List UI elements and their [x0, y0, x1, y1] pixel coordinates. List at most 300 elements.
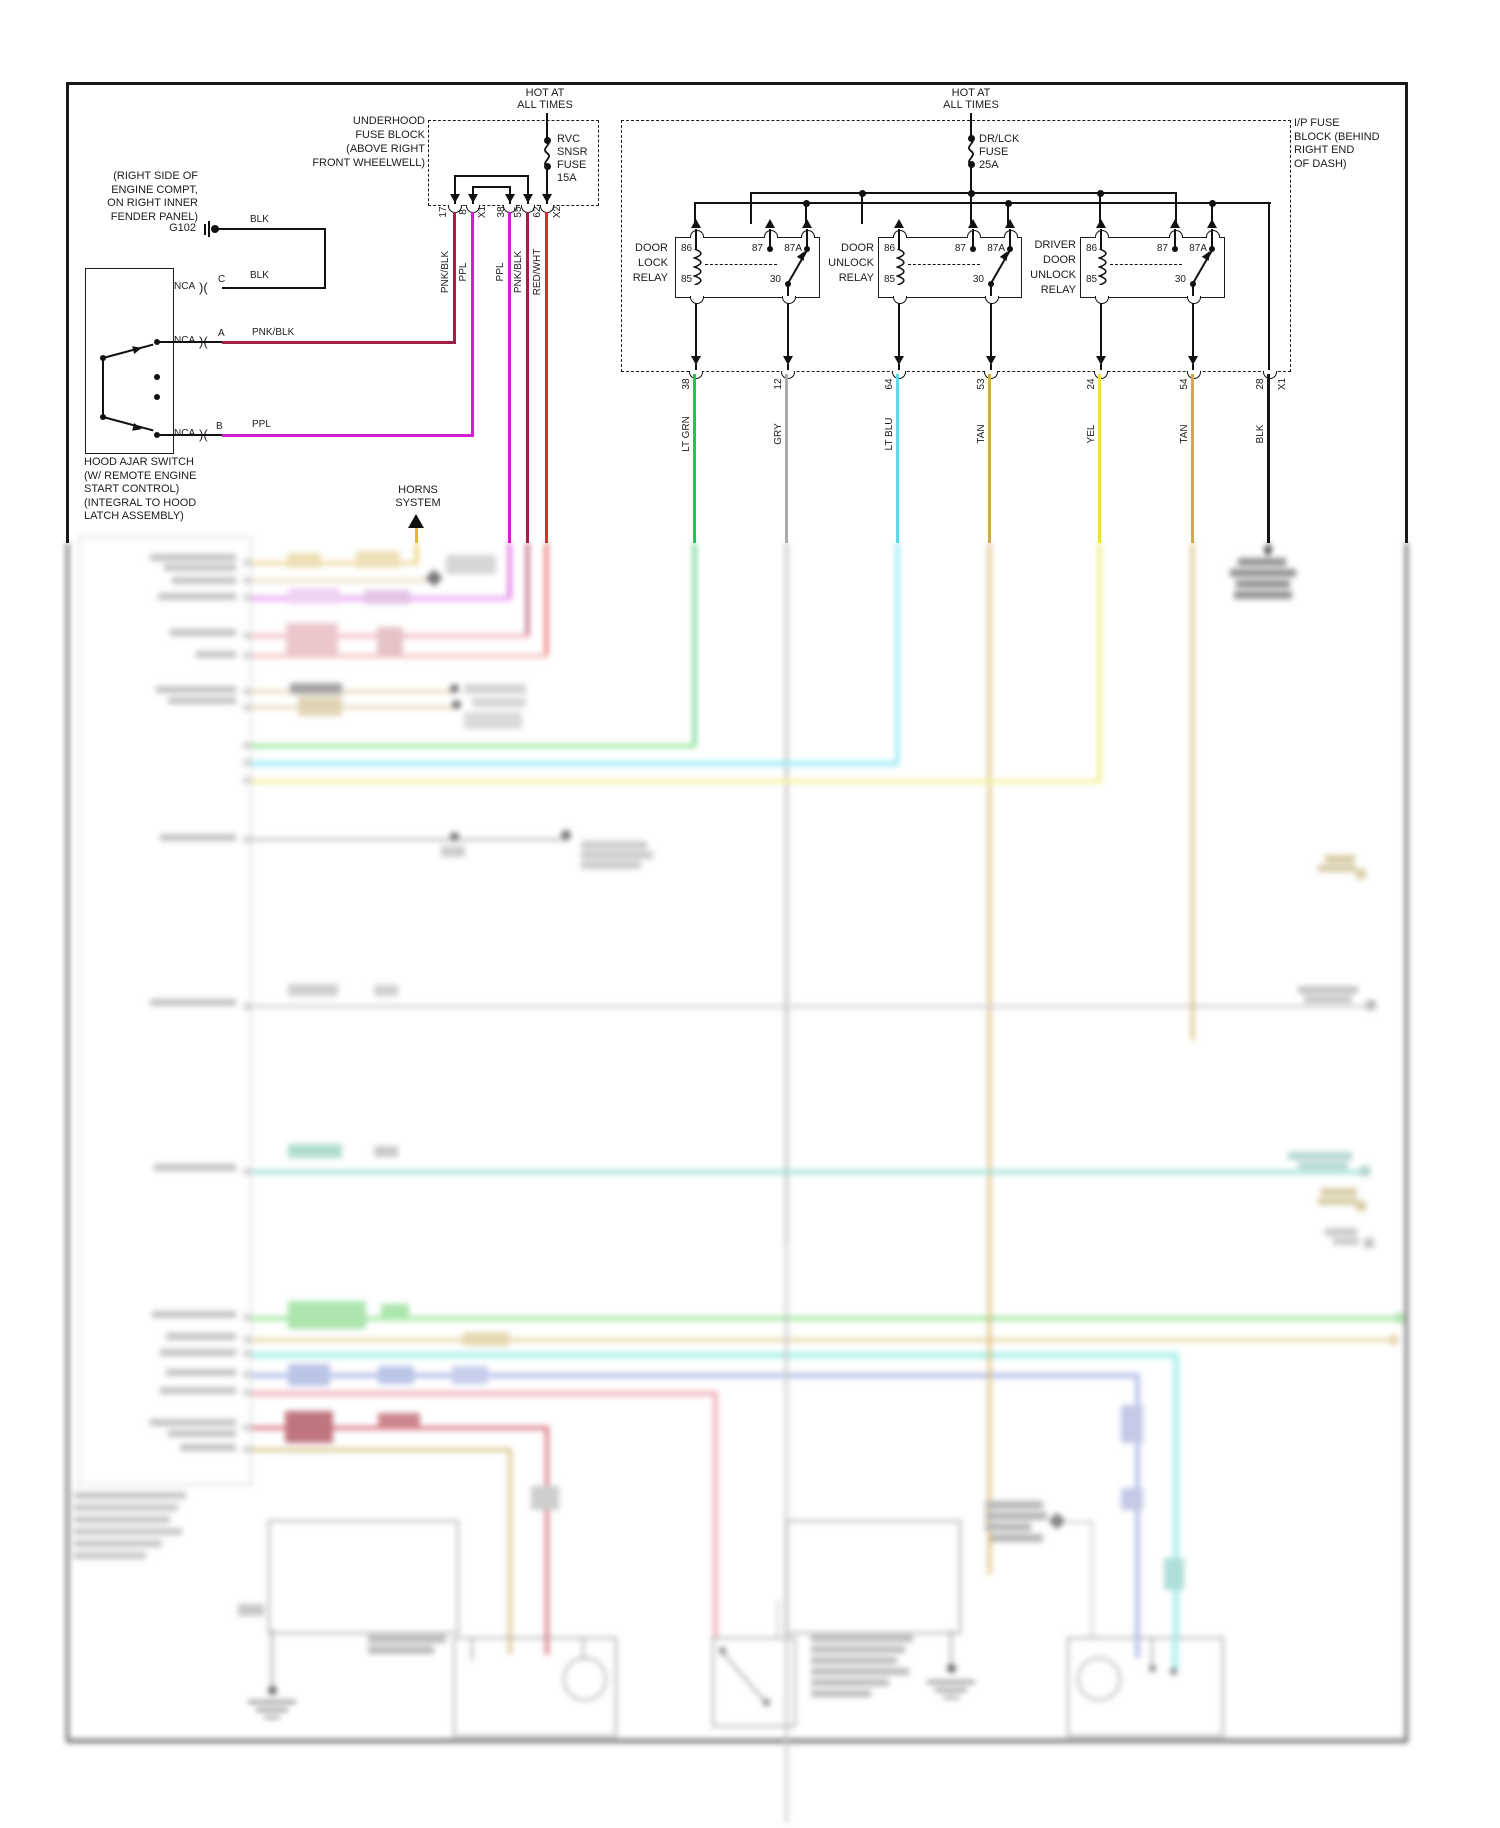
actuator-box — [453, 1637, 617, 1737]
blk-wire — [215, 228, 326, 230]
blurred-text — [1121, 1488, 1143, 1510]
blurred-wire-row — [252, 779, 1102, 784]
wire-segment — [1151, 1637, 1153, 1670]
door-unlock-relay-label: DOOR UNLOCK RELAY — [828, 242, 874, 284]
underhood-pin-label: 17 — [438, 206, 449, 218]
underhood-wire-label: RED/WHT — [532, 248, 543, 296]
blurred-text — [811, 1657, 897, 1664]
underhood-pin-label: X1 — [477, 205, 488, 219]
relay-pin-down — [898, 303, 900, 356]
relay-pin-down — [1192, 364, 1194, 370]
ground-bar — [256, 1708, 288, 1712]
drlck-fuse-label: DR/LCK FUSE 25A — [979, 133, 1020, 171]
switch-contact-dot — [154, 432, 160, 438]
row-connector-stub — [243, 1314, 252, 1321]
wire-segment — [693, 543, 696, 748]
fuse-dot — [544, 163, 551, 170]
blurred-text — [1325, 855, 1355, 863]
ground-bar — [264, 1716, 280, 1719]
blurred-text — [1236, 580, 1290, 588]
blurred-text — [150, 554, 236, 561]
blurred-text — [288, 588, 340, 604]
blurred-text — [1318, 865, 1356, 872]
blurred-text — [1121, 1405, 1143, 1443]
ip-fuse-block-label: I/P FUSE BLOCK (BEHIND RIGHT END OF DASH) — [1294, 117, 1380, 170]
blurred-text — [381, 1304, 409, 1317]
relay-pin-down — [1100, 364, 1102, 370]
wire-segment — [1135, 1638, 1140, 1658]
ip-wire-label: LT GRN — [681, 416, 692, 452]
blurred-text — [1298, 1162, 1348, 1169]
module-box — [79, 537, 252, 1485]
motor-circle-icon — [1077, 1657, 1121, 1701]
blurred-text — [290, 683, 342, 694]
blurred-text — [152, 1311, 236, 1318]
relay-pin-arrow-icon — [968, 219, 978, 228]
wire-segment — [1065, 1521, 1093, 1523]
hood-ajar-switch-box — [85, 268, 174, 454]
row-connector-stub — [243, 594, 252, 601]
underhood-wire-label: PPL — [495, 262, 506, 282]
blurred-text — [378, 1413, 420, 1428]
wire-segment — [526, 543, 529, 638]
wire-segment — [785, 1242, 788, 1823]
wire-segment — [1191, 873, 1194, 1040]
wire-segment — [545, 1638, 549, 1655]
blk-end-arrow — [1263, 548, 1273, 557]
blurred-text — [1234, 591, 1292, 599]
blurred-text — [811, 1679, 889, 1686]
row-connector-stub — [243, 1350, 252, 1357]
relay-pin-down — [787, 303, 789, 356]
relay-pin-down — [990, 364, 992, 370]
blurred-wire-row — [252, 1448, 511, 1452]
pnkblk-17-wire — [453, 212, 456, 343]
ppl-8-wire — [471, 212, 474, 437]
nca-label-c: NCA — [174, 281, 196, 292]
ppl-38-wire — [508, 212, 511, 543]
blurred-wire-row — [252, 838, 569, 841]
junction-dot — [1097, 190, 1104, 197]
blurred-text — [1396, 1313, 1404, 1323]
relay-pin-label: 87A — [987, 243, 1005, 254]
blurred-text — [1164, 1558, 1184, 1590]
rvc-snsr-fuse-label: RVC SNSR FUSE 15A — [557, 133, 588, 184]
junction-dot — [1149, 1665, 1156, 1672]
horns-arrow-icon — [408, 514, 424, 528]
relay-pin-label: 87 — [751, 243, 763, 254]
blurred-text — [374, 1146, 398, 1157]
relay-pin-connector-icon — [1095, 230, 1109, 238]
ip-wire-label: YEL — [1086, 424, 1097, 444]
tan-54-wire — [1191, 374, 1194, 543]
redwht-62-wire — [545, 212, 548, 543]
blurred-wire-row — [252, 761, 899, 766]
pnkblk-55-wire — [526, 212, 529, 543]
row-connector-stub — [243, 1371, 252, 1378]
blurred-wire-row — [252, 1352, 1178, 1358]
relay-pin-arrow-icon — [894, 219, 904, 228]
underhood-fuse-block-label: UNDERHOOD FUSE BLOCK (ABOVE RIGHT FRONT WHEELWELL) — [312, 115, 425, 169]
bus-drop — [861, 192, 863, 224]
motor-circle-icon — [563, 1657, 607, 1701]
relay-pin-connector-icon — [1004, 230, 1018, 238]
blurred-text — [364, 590, 410, 604]
g102-location-note: (RIGHT SIDE OF ENGINE COMPT, ON RIGHT INNER FENDER PANEL) — [107, 170, 198, 223]
junction-dot — [1172, 246, 1178, 252]
blurred-wire-row — [252, 1338, 1392, 1342]
relay-dash-link — [705, 264, 777, 265]
blurred-text — [1356, 869, 1366, 879]
junction-dot — [803, 200, 810, 207]
relay-pin-arrow-icon — [1096, 219, 1106, 228]
blurred-text — [1333, 1238, 1359, 1245]
blurred-wire-row — [252, 634, 530, 638]
splice-dot — [452, 700, 461, 709]
row-connector-stub — [243, 652, 252, 659]
blurred-text — [298, 696, 342, 716]
g102-label: G102 — [169, 222, 196, 234]
wire-segment — [508, 1638, 512, 1655]
switch-contact-dot — [154, 374, 160, 380]
ground-dot — [268, 1686, 277, 1695]
blurred-text — [1390, 1335, 1398, 1345]
underhood-pin-label: 62 — [532, 206, 543, 218]
wire-label-blk-2: BLK — [250, 270, 269, 281]
blurred-wire-row — [252, 690, 457, 693]
actuator-box — [712, 1637, 796, 1727]
wire-segment — [1098, 543, 1101, 783]
blk-28-wire — [1267, 374, 1270, 543]
blurred-text — [1325, 1228, 1357, 1236]
ip-pin-label: 12 — [773, 378, 784, 390]
ltgrn-38-wire — [693, 374, 696, 543]
ip-wire-label: BLK — [1255, 424, 1266, 444]
ip-wire-label: LT BLU — [884, 417, 895, 451]
pnkblk-wire-a — [222, 341, 456, 344]
blurred-text — [378, 1366, 414, 1384]
blurred-text — [1318, 1198, 1358, 1205]
ip-wire-label: GRY — [773, 423, 784, 445]
relay-pin-arrow-icon — [765, 219, 775, 228]
row-connector-stub — [243, 632, 252, 639]
lower-bus — [694, 202, 1271, 204]
relay-pin-connector-icon — [1169, 230, 1183, 238]
blurred-text — [170, 629, 236, 636]
g102-ground-bar — [204, 224, 206, 235]
wire-segment — [545, 543, 548, 658]
blurred-text — [166, 1369, 236, 1376]
ip-wire-label: TAN — [976, 424, 987, 444]
ip-pin-label: 24 — [1086, 378, 1097, 390]
frame-border-left — [66, 82, 69, 543]
switch-pin-a-stub — [158, 341, 224, 343]
relay-pin-label: 87 — [1156, 243, 1168, 254]
junction-dot — [859, 190, 866, 197]
underhood-pin-label: 38 — [496, 206, 507, 218]
switch-contact-dot — [154, 394, 160, 400]
row-connector-stub — [243, 559, 252, 566]
relay-pin-label: 30 — [972, 274, 984, 285]
row-connector-stub — [243, 777, 252, 784]
jumper — [455, 175, 529, 177]
relay-pin-down — [695, 303, 697, 356]
row-connector-stub — [243, 742, 252, 749]
blurred-text — [288, 1364, 330, 1386]
blurred-text — [463, 1332, 509, 1346]
blurred-text — [581, 841, 647, 849]
row-connector-stub — [243, 577, 252, 584]
blurred-wire-row — [252, 1005, 1367, 1008]
blurred-wire-row — [252, 596, 512, 601]
ppl-wire-b — [222, 434, 474, 437]
frame-border-top — [66, 82, 1408, 85]
ip-pin-label: 38 — [681, 378, 692, 390]
blurred-text — [160, 1349, 236, 1356]
ground-dot — [947, 1664, 956, 1673]
blurred-wire-row — [252, 1170, 1362, 1174]
blurred-text — [238, 1604, 264, 1616]
relay-pin-label: 86 — [1086, 243, 1098, 254]
blurred-wire-row — [252, 744, 696, 748]
row-connector-stub — [243, 688, 252, 695]
relay-pin-label: 30 — [769, 274, 781, 285]
blurred-text — [811, 1690, 871, 1697]
relay-pin-arrow-icon — [691, 219, 701, 228]
relay-pin-down — [1192, 303, 1194, 356]
switch-pin-b-stub — [158, 434, 224, 436]
underhood-wire-label: PNK/BLK — [513, 250, 524, 294]
blurred-text — [156, 686, 236, 693]
relay-pin-down — [1100, 303, 1102, 356]
blurred-text — [168, 1430, 236, 1437]
relay-pin-arrow-icon — [1207, 219, 1217, 228]
underhood-pin-label: 55 — [513, 206, 524, 218]
blurred-text — [985, 1523, 1031, 1531]
blurred-text — [452, 1366, 488, 1384]
relay-pin-arrow-icon — [802, 219, 812, 228]
relay-pin-label: 87A — [784, 243, 802, 254]
hot-at-all-times-right: HOT AT ALL TIMES — [943, 87, 999, 111]
ground-bar — [927, 1680, 975, 1684]
fuse-dot — [544, 137, 551, 144]
relay-pin-arrow-icon — [1005, 219, 1015, 228]
wire-segment — [1172, 1638, 1178, 1673]
ip-pin-label: 54 — [1179, 378, 1190, 390]
relay-pin-label: 30 — [1174, 274, 1186, 285]
frame-border-right — [1405, 82, 1408, 543]
pin-c-label: C — [218, 274, 226, 285]
underhood-wire-label: PPL — [458, 262, 469, 282]
wire-segment — [508, 1448, 512, 1638]
relay-pin-label: 87 — [954, 243, 966, 254]
wire-segment — [950, 1630, 952, 1670]
blurred-text — [356, 551, 400, 568]
blurred-text — [377, 627, 403, 655]
relay-pin-connector-icon — [690, 230, 704, 238]
blurred-text — [991, 1534, 1043, 1542]
blurred-text — [811, 1646, 905, 1653]
yel-24-wire — [1098, 374, 1101, 543]
hood-switch-label: HOOD AJAR SWITCH (W/ REMOTE ENGINE START CONTROL) (INTEGRAL TO HOOD LATCH ASSEMBLY) — [84, 456, 197, 522]
splice-dot — [450, 832, 459, 841]
wire-segment — [896, 543, 899, 765]
row-connector-stub — [243, 704, 252, 711]
frame-border-right — [1405, 543, 1408, 1743]
row-connector-stub — [243, 1446, 252, 1453]
relay-pin-label: 85 — [1086, 274, 1098, 285]
horn-wire — [415, 528, 418, 543]
wire-label-blk-1: BLK — [250, 214, 269, 225]
relay-pin-connector-icon — [967, 230, 981, 238]
junction-dot — [719, 1647, 726, 1654]
blurred-text — [285, 1411, 333, 1443]
ground-bar — [248, 1700, 296, 1704]
blurred-text — [158, 593, 236, 600]
wire-segment — [988, 543, 991, 1208]
row-connector-stub — [243, 1168, 252, 1175]
underhood-pin-label: 8 — [458, 209, 469, 215]
blurred-text — [472, 698, 526, 707]
wire-segment — [1191, 543, 1194, 876]
blurred-wire-row — [252, 1316, 1398, 1321]
connector-glyph-c: )( — [199, 280, 208, 295]
blk-wire — [324, 228, 326, 289]
blurred-text — [160, 1387, 236, 1394]
relay-dash-link — [908, 264, 980, 265]
ip-pin-label: 28 — [1255, 378, 1266, 390]
fuse-dot — [968, 135, 975, 142]
relay-pin-label: 87A — [1189, 243, 1207, 254]
relay-pin — [990, 285, 992, 296]
relay-pin — [1192, 285, 1194, 296]
jumper — [472, 186, 511, 188]
blurred-text — [180, 1444, 236, 1451]
gry-12-wire — [785, 374, 788, 543]
tan-53-wire — [988, 374, 991, 543]
wire-segment — [508, 543, 511, 600]
relay-pin-label: 85 — [681, 274, 693, 285]
blurred-text — [286, 623, 338, 655]
ground-bar — [943, 1696, 959, 1699]
junction-dot — [1005, 200, 1012, 207]
driver-door-unlock-relay-label: DRIVER DOOR UNLOCK RELAY — [1030, 239, 1076, 296]
junction-dot — [1209, 200, 1216, 207]
row-connector-stub — [243, 1003, 252, 1010]
blurred-text — [150, 1419, 236, 1426]
relay-pin-arrow-icon — [1170, 219, 1180, 228]
blurred-wire-row — [252, 654, 548, 658]
frame-border-left — [66, 543, 69, 1743]
wire-segment — [582, 1637, 584, 1659]
splice-dot — [561, 830, 571, 840]
blurred-text — [1366, 1000, 1376, 1010]
wire-segment — [988, 1205, 991, 1575]
switch-contact-dot — [154, 339, 160, 345]
blurred-text — [581, 861, 641, 869]
relay-pin-down — [695, 364, 697, 370]
blk-28-drop — [1268, 202, 1270, 370]
row-connector-stub — [243, 1389, 252, 1396]
switch-pole-line — [102, 356, 104, 418]
wire-segment — [1173, 1352, 1179, 1638]
blurred-wire-row — [252, 1391, 716, 1396]
blurred-text — [1356, 1201, 1366, 1211]
blurred-text — [172, 577, 236, 584]
blurred-text — [1238, 558, 1286, 566]
blurred-text — [985, 1501, 1043, 1509]
relay-pin-label: 86 — [681, 243, 693, 254]
blurred-text — [811, 1635, 913, 1642]
pin-b-label: B — [216, 421, 223, 432]
junction-dot — [1170, 1668, 1177, 1675]
blurred-text — [288, 984, 338, 996]
pin-a-label: A — [218, 328, 225, 339]
wire-segment — [785, 543, 788, 1245]
blurred-text — [368, 1635, 446, 1643]
relay-pin-down — [787, 364, 789, 370]
blurred-text — [1321, 1188, 1357, 1196]
blurred-text — [168, 697, 236, 704]
blurred-wire-row — [252, 706, 459, 709]
blurred-text — [1304, 996, 1352, 1003]
blurred-text — [74, 1552, 146, 1559]
wire-segment — [545, 1426, 549, 1638]
blurred-text — [166, 1333, 236, 1340]
wire-segment — [777, 1600, 779, 1637]
hot-at-all-times-left: HOT AT ALL TIMES — [517, 87, 573, 111]
blurred-text — [811, 1668, 909, 1675]
junction-dot — [767, 246, 773, 252]
relay-pin-label: 86 — [884, 243, 896, 254]
wire-segment — [1091, 1521, 1093, 1639]
actuator-switch-arm — [721, 1651, 768, 1705]
blurred-text — [74, 1528, 182, 1535]
blurred-text — [288, 1301, 366, 1329]
wire-segment — [713, 1391, 718, 1638]
blurred-text — [1298, 986, 1358, 994]
junction-dot — [763, 1699, 770, 1706]
wire-label-pnkblk: PNK/BLK — [252, 327, 295, 338]
blurred-text — [1364, 1238, 1374, 1248]
blurred-text — [160, 834, 236, 841]
blurred-text — [1230, 569, 1296, 577]
blurred-wire-row — [252, 561, 418, 565]
blurred-text — [374, 985, 398, 996]
relay-pin-down — [990, 303, 992, 356]
junction-dot — [968, 190, 975, 197]
relay-pin-connector-icon — [764, 230, 778, 238]
upper-bus — [750, 192, 1177, 194]
blurred-wire-row — [252, 579, 432, 582]
splice-diamond-icon — [426, 570, 443, 587]
relay-dash-link — [1110, 264, 1182, 265]
blurred-text — [288, 1144, 342, 1158]
underhood-wire-label: PNK/BLK — [440, 250, 451, 294]
wire-segment — [1267, 543, 1270, 549]
blurred-text — [446, 555, 496, 574]
component-box — [785, 1520, 961, 1634]
splice-diamond-icon — [1049, 1513, 1066, 1530]
blurred-text — [464, 684, 526, 694]
wire-segment — [471, 1637, 473, 1661]
ip-pin-label: 53 — [976, 378, 987, 390]
ip-pin-label: X1 — [1277, 377, 1288, 391]
junction-dot — [970, 246, 976, 252]
ip-pin-label: 64 — [884, 378, 895, 390]
bus-drop — [750, 192, 752, 224]
ground-bar — [935, 1688, 967, 1692]
